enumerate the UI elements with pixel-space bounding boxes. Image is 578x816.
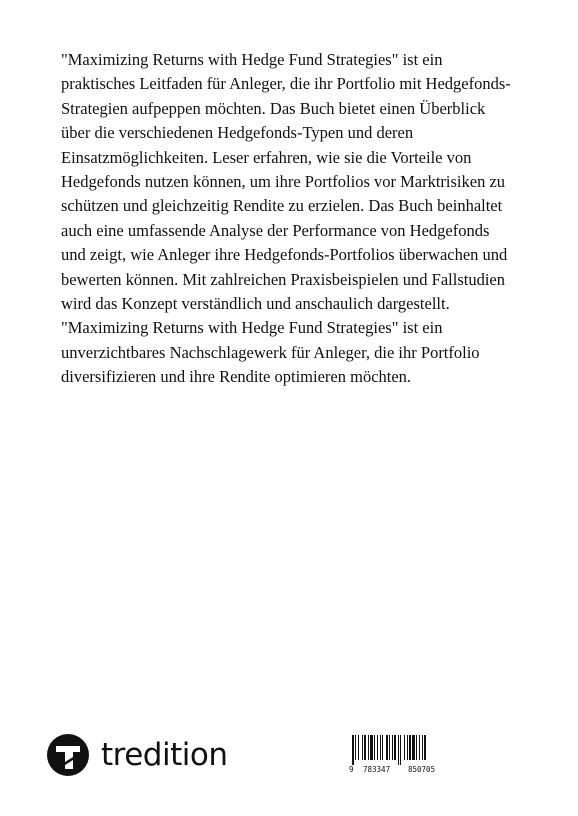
barcode-digits-left: 783347	[363, 765, 391, 774]
barcode-digits-right: 850705	[408, 765, 436, 774]
barcode-bar	[370, 735, 373, 760]
barcode-bar	[412, 735, 415, 760]
blurb-paragraph-1: "Maximizing Returns with Hedge Fund Strategies" ist ein praktisches Leitfaden für Anleger, die ihr Portfolio mit Hedgefonds-Strategien aufpeppen möchten. Das Buch bietet einen Überblick über die verschiedenen Hedgefonds-Typen und deren Einsatzmöglichkeiten. Leser erfahren, wie sie die Vorteile von Hedgefonds nutzen können, um ihre Portfolios vor Marktrisiken zu schützen und gleichzeitig Rendite zu erzielen. Das Buch beinhaltet auch eine umfassende Analyse der Performance von Hedgefonds und zeigt, wie Anleger ihre Hedgefonds-Portfolios überwachen und bewerten können. Mit zahlreichen Praxisbeispielen und Fallstudien wird das Konzept verständlich und anschaulich dargestellt.	[61, 50, 511, 314]
barcode-bar	[362, 735, 363, 760]
barcode-bar	[409, 735, 411, 760]
barcode-bar	[380, 735, 381, 760]
barcode-bar	[377, 735, 378, 760]
barcode-bar	[394, 735, 396, 760]
barcode-bar	[386, 735, 388, 760]
barcode-bars	[352, 735, 450, 765]
barcode-bar	[422, 735, 423, 760]
publisher-logo	[46, 733, 227, 777]
isbn-barcode	[349, 735, 455, 773]
barcode-bar	[368, 735, 369, 760]
barcode-bar	[358, 735, 359, 760]
barcode-bar	[392, 735, 393, 760]
barcode-bar	[424, 735, 426, 760]
tredition-logo-icon	[46, 733, 90, 777]
barcode-bar	[416, 735, 417, 760]
barcode-bar	[407, 735, 408, 760]
barcode-bar	[389, 735, 390, 760]
barcode-bar	[404, 735, 405, 760]
barcode-bar	[419, 735, 420, 760]
back-cover-blurb	[61, 48, 516, 390]
barcode-digit-first: 9	[349, 765, 354, 774]
barcode-bar	[398, 735, 399, 765]
blurb-paragraph-2: "Maximizing Returns with Hedge Fund Strategies" ist ein unverzichtbares Nachschlagewerk für Anleger, die ihr Portfolio diversifizieren und ihre Rendite optimieren möchten.	[61, 318, 480, 387]
barcode-bar	[382, 735, 383, 760]
barcode-bar	[364, 735, 366, 760]
barcode-bar	[355, 735, 356, 760]
barcode-bar	[400, 735, 401, 765]
barcode-bar	[374, 735, 375, 760]
publisher-name: tredition	[101, 737, 228, 773]
barcode-bar	[352, 735, 354, 765]
